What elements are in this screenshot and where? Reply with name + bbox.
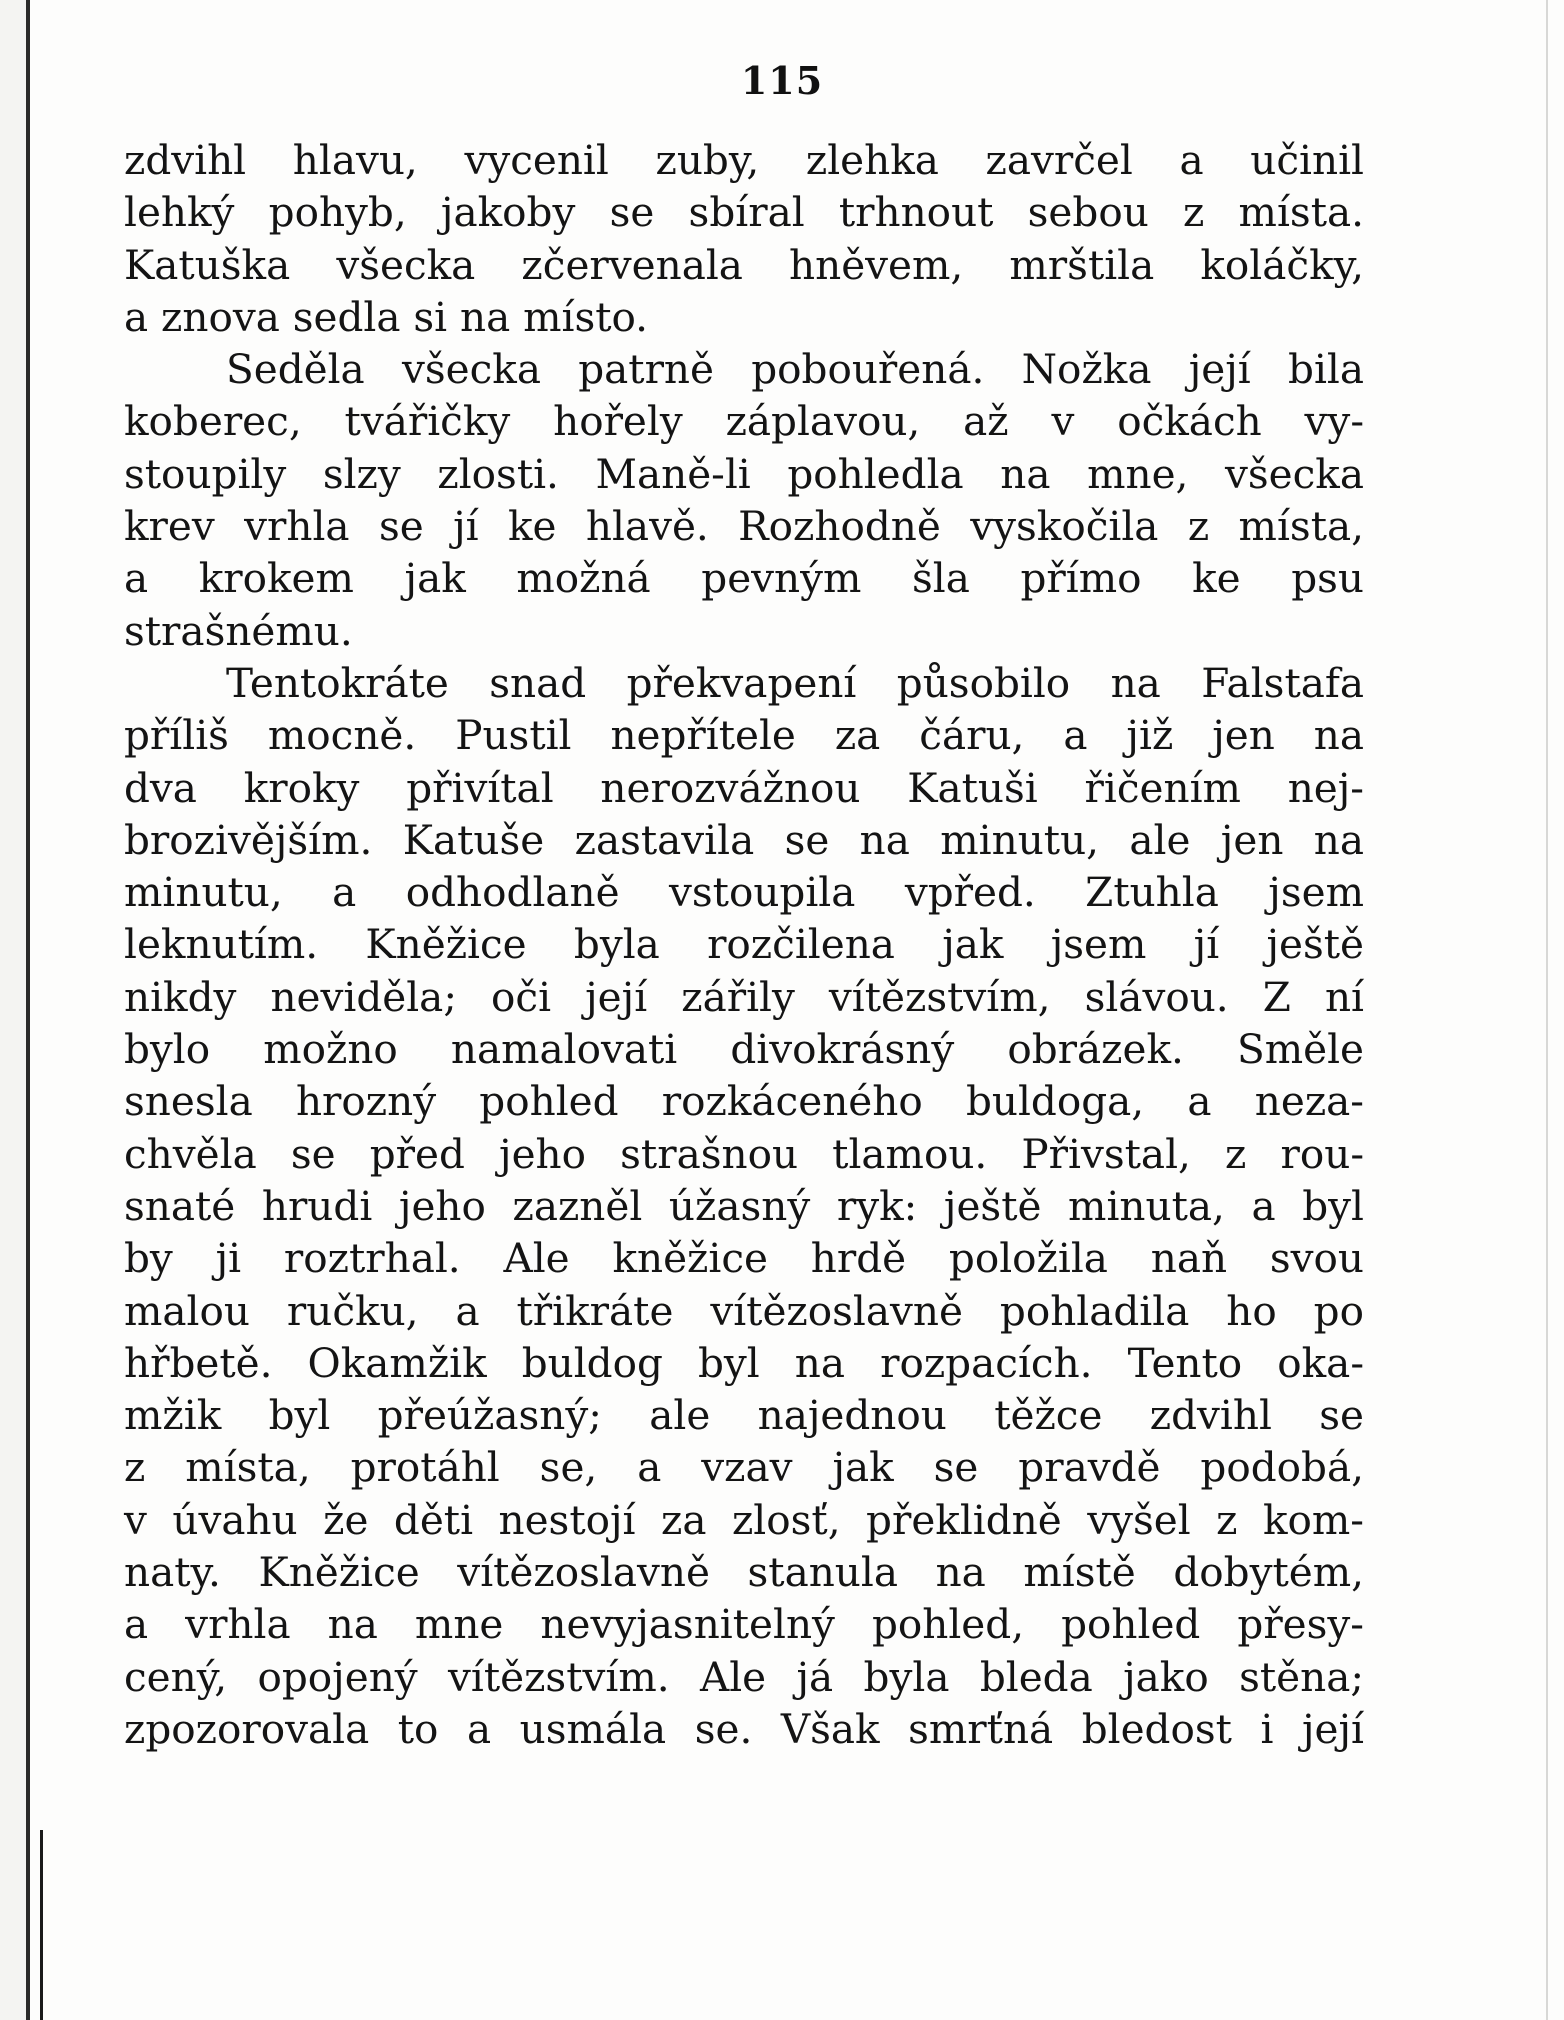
text-line: bylo možno namalovati divokrásný obrázek. Směle [124,1025,1364,1074]
text-line: a vrhla na mne nevyjasnitelný pohled, pohled přesy- [124,1600,1364,1649]
text-line: snaté hrudi jeho zazněl úžasný ryk: ještě minuta, a byl [124,1181,1364,1230]
text-line: brozivějším. Katuše zastavila se na minutu, ale jen na [124,815,1364,864]
text-line: hřbetě. Okamžik buldog byl na rozpacích. Tento oka- [124,1338,1364,1387]
text-line: mžik byl přeúžasný; ale najednou těžce zdvihl se [124,1391,1364,1440]
text-line: zpozorovala to a usmála se. Však smrťná bledost i její [124,1704,1364,1753]
text-line: naty. Kněžice vítězoslavně stanula na místě dobytém, [124,1548,1364,1597]
page-left-edge [26,0,30,2020]
text-line: z místa, protáhl se, a vzav jak se pravdě podobá, [124,1443,1364,1492]
text-line: malou ručku, a třikráte vítězoslavně pohladila ho po [124,1286,1364,1335]
text-line: a krokem jak možná pevným šla přímo ke psu [124,554,1364,603]
text-line: nikdy neviděla; oči její zářily vítězstvím, slávou. Z ní [124,972,1364,1021]
text-line: minutu, a odhodlaně vstoupila vpřed. Ztuhla jsem [124,868,1364,917]
text-line: leknutím. Kněžice byla rozčilena jak jsem jí ještě [124,920,1364,969]
text-line: strašnému. [124,606,353,655]
page-number: 115 [740,58,824,103]
text-line: koberec, tvářičky hořely záplavou, až v očkách vy- [124,397,1364,446]
paragraph-start-line: Seděla všecka patrně pobouřená. Nožka její bila [226,345,1364,394]
text-line: snesla hrozný pohled rozkáceného buldoga, a neza- [124,1077,1364,1126]
paragraph-start-line: Tentokráte snad překvapení působilo na Falstafa [226,658,1364,707]
text-line: Katuška všecka zčervenala hněvem, mrštila koláčky, [124,240,1364,289]
text-line: lehký pohyb, jakoby se sbíral trhnout sebou z místa. [124,188,1364,237]
edge-mark [40,1830,43,2020]
text-line: a znova sedla si na místo. [124,292,649,341]
text-line: cený, opojený vítězstvím. Ale já byla bleda jako stěna; [124,1652,1364,1701]
text-line: stoupily slzy zlosti. Maně-li pohledla na mne, všecka [124,449,1364,498]
body-text [124,134,1364,1755]
page-gutter-shadow [0,0,26,2020]
edge-mark [1546,0,1548,2020]
text-line: zdvihl hlavu, vycenil zuby, zlehka zavrčel a učinil [124,136,1364,184]
text-line: krev vrhla se jí ke hlavě. Rozhodně vyskočila z místa, [124,502,1364,551]
text-line: chvěla se před jeho strašnou tlamou. Přivstal, z rou- [124,1129,1364,1178]
text-line: by ji roztrhal. Ale kněžice hrdě položila naň svou [124,1234,1364,1283]
text-line: dva kroky přivítal nerozvážnou Katuši řičením nej- [124,763,1364,812]
text-line: příliš mocně. Pustil nepřítele za čáru, a již jen na [124,711,1364,760]
text-line: v úvahu že děti nestojí za zlosť, překlidně vyšel z kom- [124,1495,1364,1544]
